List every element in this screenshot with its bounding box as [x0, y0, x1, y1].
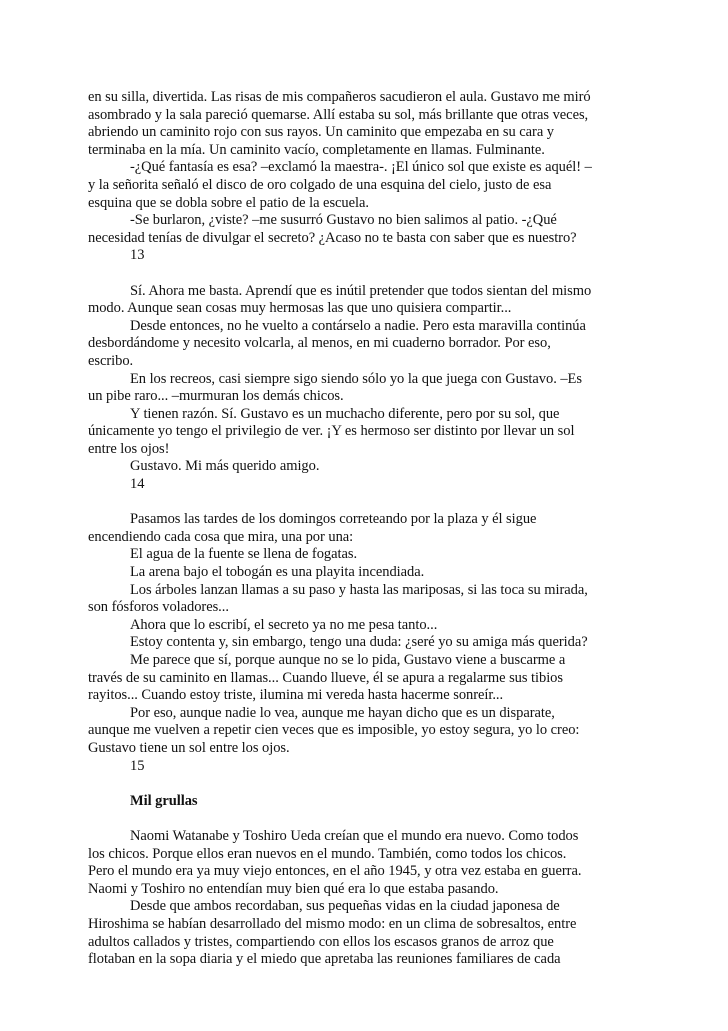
text-line: Desde que ambos recordaban, sus pequeñas vidas en la ciudad japonesa de — [130, 898, 560, 915]
text-line: son fósforos voladores... — [88, 599, 229, 616]
text-line: escribo. — [88, 352, 134, 369]
text-line: Sí. Ahora me basta. Aprendí que es inútil pretender que todos sientan del mismo — [130, 282, 592, 299]
text-line: Los árboles lanzan llamas a su paso y hasta las mariposas, si las toca su mirada, — [130, 581, 588, 598]
page-number: 13 — [130, 247, 145, 264]
text-line: en su silla, divertida. Las risas de mis compañeros sacudieron el aula. Gustavo me miró — [88, 89, 591, 105]
text-line: y la señorita señaló el disco de oro colgado de una esquina del cielo, justo de esa — [88, 176, 552, 193]
text-line: través de su caminito en llamas... Cuando llueve, él se apura a regalarme sus tibios — [88, 669, 563, 686]
text-line: -Se burlaron, ¿viste? –me susurró Gustavo no bien salimos al patio. -¿Qué — [130, 212, 557, 229]
text-line: Desde entonces, no he vuelto a contárselo a nadie. Pero esta maravilla continúa — [130, 317, 586, 334]
text-line: asombrado y la sala pareció quemarse. Allí estaba su sol, más brillante que otras veces, — [88, 106, 589, 123]
text-line: rayitos... Cuando estoy triste, ilumina mi vereda hasta hacerme sonreír... — [88, 687, 504, 704]
section-title: Mil grullas — [130, 792, 198, 809]
document-page — [88, 89, 648, 969]
text-line: los chicos. Porque ellos eran nuevos en el mundo. También, como todos los chicos. — [88, 845, 567, 862]
paragraph-gap — [88, 775, 648, 793]
text-line: Naomi y Toshiro no entendían muy bien qué era lo que estaba pasando. — [88, 880, 499, 897]
text-line: Me parece que sí, porque aunque no se lo pida, Gustavo viene a buscarme a — [130, 652, 566, 668]
page-number: 14 — [130, 476, 145, 493]
text-line: abriendo un caminito rojo con sus rayos. Un caminito que empezaba en su cara y — [88, 124, 554, 141]
text-line: Naomi Watanabe y Toshiro Ueda creían que el mundo era nuevo. Como todos — [130, 827, 579, 844]
text-line: El agua de la fuente se llena de fogatas. — [130, 546, 358, 563]
text-line: entre los ojos! — [88, 440, 170, 457]
paragraph-gap — [88, 265, 648, 283]
text-line: Ahora que lo escribí, el secreto ya no me pesa tanto... — [130, 616, 438, 633]
text-line: necesidad tenías de divulgar el secreto? ¿Acaso no te basta con saber que es nuestro? — [88, 229, 577, 246]
text-line: Y tienen razón. Sí. Gustavo es un muchacho diferente, pero por su sol, que — [130, 405, 560, 422]
text-line: Gustavo. Mi más querido amigo. — [130, 458, 320, 475]
text-line: La arena bajo el tobogán es una playita incendiada. — [130, 564, 425, 581]
text-line: -¿Qué fantasía es esa? –exclamó la maestra-. ¡El único sol que existe es aquél! – — [130, 159, 592, 176]
text-line: terminaba en la mía. Un caminito vacío, completamente en llamas. Fulminante. — [88, 141, 545, 158]
text-line: aunque me vuelven a repetir cien veces que es imposible, yo estoy segura, yo lo creo: — [88, 722, 580, 739]
text-line: Pasamos las tardes de los domingos correteando por la plaza y él sigue — [130, 511, 537, 528]
text-line: Pero el mundo era ya muy viejo entonces, en el año 1945, y otra vez estaba en guerra. — [88, 863, 582, 880]
text-line: un pibe raro... –murmuran los demás chicos. — [88, 388, 344, 405]
text-line: desbordándome y necesito volcarla, al menos, en mi cuaderno borrador. Por eso, — [88, 335, 551, 352]
page-number: 15 — [130, 757, 145, 774]
text-line: únicamente yo tengo el privilegio de ver. ¡Y es hermoso ser distinto por llevar un sol — [88, 423, 575, 440]
text-line: Hiroshima se habían desarrollado del mismo modo: en un clima de sobresaltos, entre — [88, 915, 577, 932]
paragraph-gap — [88, 810, 648, 828]
text-line: flotaban en la sopa diaria y el miedo que apretaba las reuniones familiares de cada — [88, 951, 561, 968]
text-line: modo. Aunque sean cosas muy hermosas las que uno quisiera compartir... — [88, 300, 512, 317]
text-line: Gustavo tiene un sol entre los ojos. — [88, 739, 290, 756]
text-line: Estoy contenta y, sin embargo, tengo una duda: ¿seré yo su amiga más querida? — [130, 634, 588, 651]
paragraph-gap — [88, 494, 648, 512]
text-line: En los recreos, casi siempre sigo siendo sólo yo la que juega con Gustavo. –Es — [130, 370, 582, 387]
text-line: Por eso, aunque nadie lo vea, aunque me hayan dicho que es un disparate, — [130, 704, 555, 721]
text-line: encendiendo cada cosa que mira, una por una: — [88, 528, 354, 545]
text-line: adultos callados y tristes, compartiendo con ellos los escasos granos de arroz que — [88, 933, 554, 950]
text-line: esquina que se dobla sobre el patio de la escuela. — [88, 194, 369, 211]
